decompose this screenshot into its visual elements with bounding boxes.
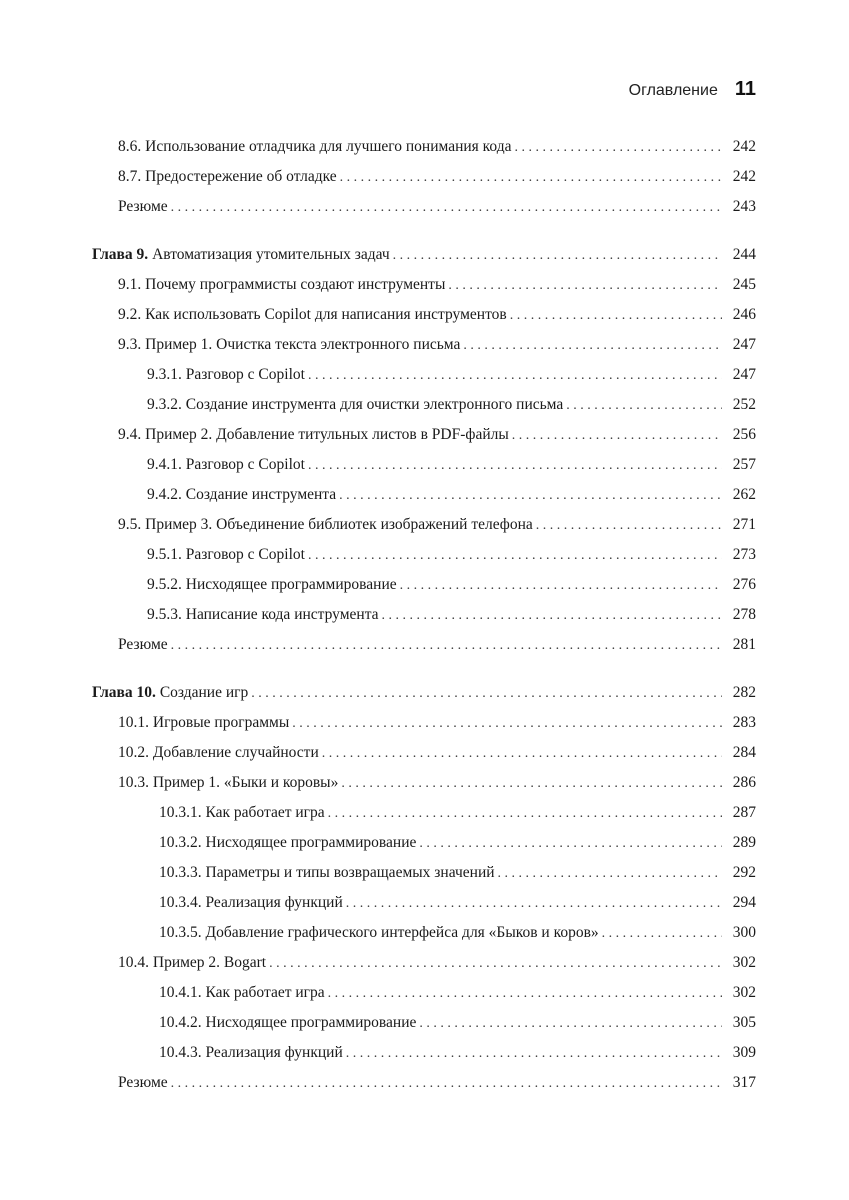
toc-entry-title: 10.3.2. Нисходящее программирование (159, 834, 417, 851)
toc-dot-leader (168, 198, 722, 218)
toc-entry-title: 9.4. Пример 2. Добавление титульных листов в PDF-файлы (118, 426, 509, 443)
toc-dot-leader (325, 984, 722, 1004)
toc-entry-title: Резюме (118, 1074, 168, 1091)
toc-entry-title: 9.5.2. Нисходящее программирование (147, 576, 397, 593)
toc-entry[interactable] (0, 803, 756, 823)
toc-entry-page: 284 (732, 744, 756, 761)
toc-entry-title: 9.5. Пример 3. Объединение библиотек изображений телефона (118, 516, 533, 533)
toc-entry[interactable] (0, 605, 756, 625)
toc-entry-title: 10.4.2. Нисходящее программирование (159, 1014, 417, 1031)
toc-dot-leader (343, 894, 722, 914)
toc-entry[interactable] (0, 485, 756, 505)
toc-entry-title: Резюме (118, 636, 168, 653)
toc-entry[interactable] (0, 455, 756, 475)
toc-dot-leader (343, 1044, 722, 1064)
toc-entry-title: 9.3. Пример 1. Очистка текста электронного письма (118, 336, 461, 353)
toc-entry[interactable] (0, 983, 756, 1003)
toc-dot-leader (289, 714, 722, 734)
toc-entry-title: 9.3.2. Создание инструмента для очистки электронного письма (147, 396, 564, 413)
toc-entry[interactable] (0, 545, 756, 565)
toc-entry[interactable] (0, 137, 756, 157)
toc-dot-leader (599, 924, 722, 944)
toc-entry[interactable] (0, 743, 756, 763)
toc-entry-page: 282 (732, 684, 756, 701)
toc-entry-page: 242 (732, 138, 756, 155)
toc-entry-title: 10.3.4. Реализация функций (159, 894, 343, 911)
toc-dot-leader (445, 276, 722, 296)
toc-entry-page: 273 (732, 546, 756, 563)
toc-entry-summary[interactable] (0, 1073, 756, 1093)
toc-entry-page: 245 (732, 276, 756, 293)
toc-dot-leader (507, 306, 722, 326)
toc-entry[interactable] (0, 713, 756, 733)
toc-chapter-10[interactable] (0, 683, 756, 703)
toc-entry[interactable] (0, 833, 756, 853)
toc-dot-leader (495, 864, 722, 884)
toc-dot-leader (336, 486, 722, 506)
toc-entry-page: 283 (732, 714, 756, 731)
toc-entry-title: 9.2. Как использовать Copilot для написания инструментов (118, 306, 507, 323)
toc-entry-page: 302 (732, 984, 756, 1001)
toc-entry-summary[interactable] (0, 197, 756, 217)
toc-entry-title: 8.7. Предостережение об отладке (118, 168, 337, 185)
toc-entry-title: 10.4.1. Как работает игра (159, 984, 325, 1001)
toc-chapter-label: Глава 9. (92, 246, 149, 263)
toc-entry-page: 262 (732, 486, 756, 503)
toc-dot-leader (337, 168, 722, 188)
toc-entry-page: 278 (732, 606, 756, 623)
toc-entry-page: 281 (732, 636, 756, 653)
toc-entry-title: 9.4.1. Разговор с Copilot (147, 456, 305, 473)
toc-entry-title: 10.4.3. Реализация функций (159, 1044, 343, 1061)
toc-entry-page: 242 (732, 168, 756, 185)
toc-entry-page: 252 (732, 396, 756, 413)
toc-dot-leader (305, 546, 722, 566)
toc-entry[interactable] (0, 305, 756, 325)
toc-entry-title: 10.2. Добавление случайности (118, 744, 319, 761)
toc-dot-leader (397, 576, 722, 596)
toc-entry-page: 276 (732, 576, 756, 593)
toc-entry[interactable] (0, 773, 756, 793)
toc-dot-leader (509, 426, 722, 446)
toc-entry-page: 302 (732, 954, 756, 971)
toc-chapter-9[interactable] (0, 245, 756, 265)
toc-entry[interactable] (0, 425, 756, 445)
toc-dot-leader (416, 834, 722, 854)
toc-entry-page: 247 (732, 336, 756, 353)
toc-dot-leader (460, 336, 722, 356)
toc-entry-title: 10.4. Пример 2. Bogart (118, 954, 267, 971)
toc-entry-title: 10.3.3. Параметры и типы возвращаемых значений (159, 864, 495, 881)
toc-dot-leader (319, 744, 722, 764)
toc-entry-title: 8.6. Использование отладчика для лучшего понимания кода (118, 138, 512, 155)
toc-entry[interactable] (0, 923, 756, 943)
toc-dot-leader (511, 138, 722, 158)
section-title: Оглавление (628, 82, 718, 99)
toc-entry[interactable] (0, 365, 756, 385)
toc-entry-title: Автоматизация утомительных задач (148, 246, 390, 263)
toc-entry-page: 247 (732, 366, 756, 383)
toc-entry-title: 10.1. Игровые программы (118, 714, 290, 731)
toc-entry[interactable] (0, 395, 756, 415)
toc-entry-title: 10.3.1. Как работает игра (159, 804, 325, 821)
toc-entry-title: 9.3.1. Разговор с Copilot (147, 366, 305, 383)
toc-entry[interactable] (0, 1043, 756, 1063)
toc-dot-leader (168, 1074, 722, 1094)
toc-entry[interactable] (0, 167, 756, 187)
toc-dot-leader (563, 396, 722, 416)
toc-chapter-label: Глава 10. (92, 684, 156, 701)
toc-entry-title: Резюме (118, 198, 168, 215)
toc-entry-page: 300 (732, 924, 756, 941)
toc-dot-leader (379, 606, 722, 626)
toc-entry-title: 9.1. Почему программисты создают инструменты (118, 276, 446, 293)
toc-dot-leader (305, 366, 722, 386)
running-head (92, 78, 756, 104)
page-number: 11 (734, 78, 756, 100)
toc-dot-leader (266, 954, 722, 974)
toc-entry[interactable] (0, 515, 756, 535)
toc-entry-title: 10.3.5. Добавление графического интерфейса для «Быков и коров» (159, 924, 599, 941)
toc-dot-leader (338, 774, 722, 794)
toc-entry-page: 287 (732, 804, 756, 821)
toc-entry-page: 292 (732, 864, 756, 881)
toc-dot-leader (533, 516, 722, 536)
toc-entry-page: 256 (732, 426, 756, 443)
toc-entry-page: 286 (732, 774, 756, 791)
toc-dot-leader (416, 1014, 722, 1034)
toc-dot-leader (168, 636, 722, 656)
toc-entry-page: 289 (732, 834, 756, 851)
toc-entry-page: 294 (732, 894, 756, 911)
toc-dot-leader (248, 684, 722, 704)
toc-entry-title: 9.4.2. Создание инструмента (147, 486, 337, 503)
toc-entry-page: 244 (732, 246, 756, 263)
toc-entry[interactable] (0, 1013, 756, 1033)
toc-entry-title: 9.5.1. Разговор с Copilot (147, 546, 305, 563)
toc-entry-page: 317 (732, 1074, 756, 1091)
toc-entry[interactable] (0, 275, 756, 295)
toc-entry[interactable] (0, 335, 756, 355)
toc-dot-leader (305, 456, 722, 476)
toc-dot-leader (390, 246, 722, 266)
toc-entry-page: 309 (732, 1044, 756, 1061)
toc-entry[interactable] (0, 575, 756, 595)
toc-entry-title: 9.5.3. Написание кода инструмента (147, 606, 379, 623)
toc-entry-page: 271 (732, 516, 756, 533)
toc-dot-leader (325, 804, 722, 824)
toc-entry-page: 257 (732, 456, 756, 473)
toc-entry-page: 305 (732, 1014, 756, 1031)
toc-entry-page: 243 (732, 198, 756, 215)
toc-entry-page: 246 (732, 306, 756, 323)
toc-entry-summary[interactable] (0, 635, 756, 655)
toc-entry[interactable] (0, 953, 756, 973)
toc-entry-title: Создание игр (155, 684, 249, 701)
toc-entry-title: 10.3. Пример 1. «Быки и коровы» (118, 774, 339, 791)
toc-entry[interactable] (0, 893, 756, 913)
toc-entry[interactable] (0, 863, 756, 883)
